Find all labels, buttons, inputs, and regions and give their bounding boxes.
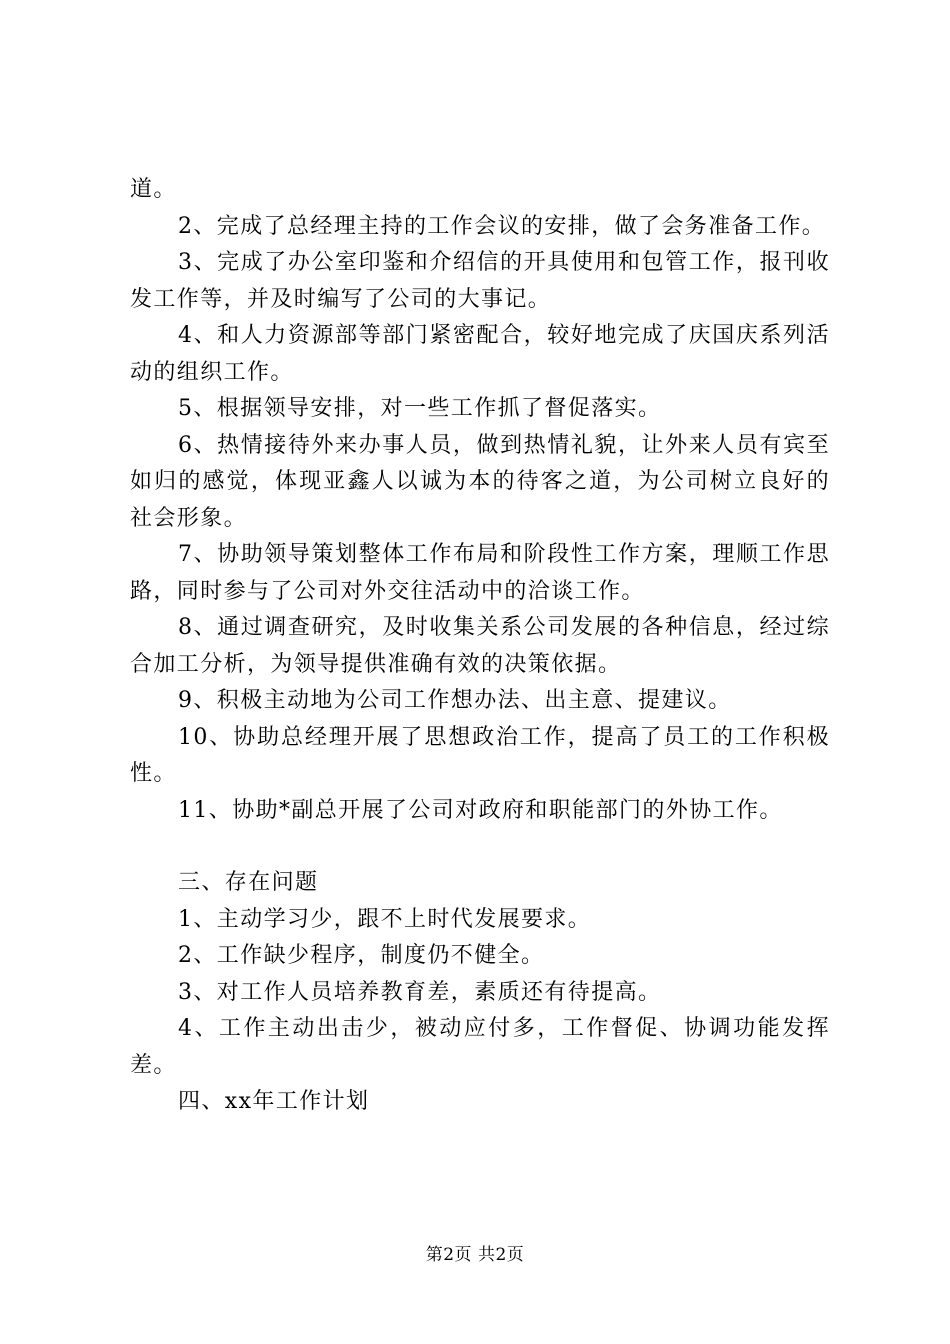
section-spacer (130, 829, 830, 865)
paragraph: 1、主动学习少，跟不上时代发展要求。 (178, 906, 592, 932)
paragraph: 8、通过调查研究，及时收集关系公司发展的各种信息，经过综合加工分析，为领导提供准确有效的决策依据。 (130, 615, 830, 677)
problems-and-plan-section (130, 865, 830, 1121)
paragraph: 4、工作主动出击少，被动应付多，工作督促、协调功能发挥差。 (130, 1016, 830, 1078)
paragraph: 10、协助总经理开展了思想政治工作，提高了员工的工作积极性。 (130, 724, 830, 786)
paragraph: 11、协助*副总开展了公司对政府和职能部门的外协工作。 (178, 797, 783, 823)
paragraph: 2、工作缺少程序，制度仍不健全。 (178, 943, 545, 968)
paragraph: 3、完成了办公室印鉴和介绍信的开具使用和包管工作，报刊收发工作等，并及时编写了公司的大事记。 (130, 250, 830, 312)
paragraph: 6、热情接待外来办事人员，做到热情礼貌，让外来人员有宾至如归的感觉，体现亚鑫人以诚为本的待客之道，为公司树立良好的社会形象。 (130, 432, 830, 531)
page-footer: 第2页 共2页 (425, 1245, 525, 1265)
work-items-section (130, 172, 830, 829)
paragraph: 9、积极主动地为公司工作想办法、出主意、提建议。 (178, 688, 732, 713)
paragraph: 3、对工作人员培养教育差，素质还有待提高。 (178, 979, 662, 1005)
document-body (130, 172, 830, 1121)
paragraph: 7、协助领导策划整体工作布局和阶段性工作方案，理顺工作思路，同时参与了公司对外交往活动中的洽谈工作。 (130, 542, 830, 604)
paragraph: 三、存在问题 (178, 870, 319, 895)
paragraph: 4、和人力资源部等部门紧密配合，较好地完成了庆国庆系列活动的组织工作。 (130, 323, 830, 385)
paragraph: 5、根据领导安排，对一些工作抓了督促落实。 (178, 396, 662, 421)
paragraph: 道。 (130, 177, 177, 202)
paragraph: 2、完成了总经理主持的工作会议的安排，做了会务准备工作。 (178, 213, 826, 239)
paragraph: 四、xx年工作计划 (178, 1089, 370, 1114)
